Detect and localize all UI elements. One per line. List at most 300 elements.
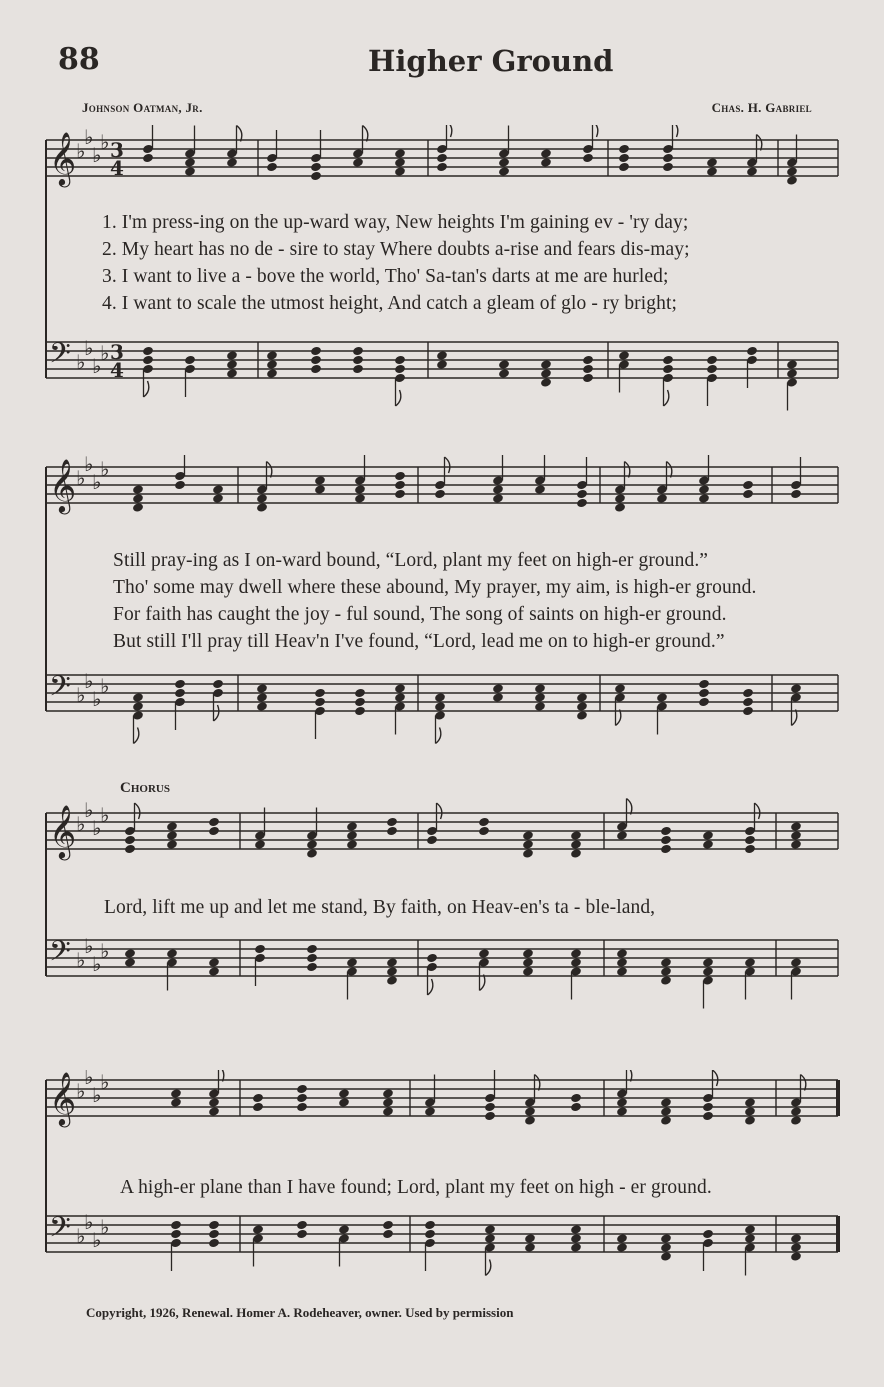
note-head-icon: [790, 489, 802, 500]
note-head-icon: [252, 1224, 264, 1235]
note-head-icon: [582, 153, 594, 164]
note-head-icon: [790, 830, 802, 841]
flat-sign-icon: ♭: [84, 669, 94, 693]
note-head-icon: [394, 692, 406, 703]
note-head-icon: [478, 826, 490, 837]
note-head-icon: [382, 1106, 394, 1117]
note-head-icon: [616, 1242, 628, 1253]
note-head-icon: [746, 346, 758, 357]
note-head-icon: [576, 692, 588, 703]
note-head-icon: [394, 489, 406, 500]
note-head-icon: [166, 821, 178, 832]
note-flag: [593, 125, 598, 137]
note-head-icon: [570, 948, 582, 959]
note-head-icon: [524, 1233, 536, 1244]
flat-sign-icon: ♭: [84, 1070, 94, 1089]
note-head-icon: [346, 839, 358, 850]
note-head-icon: [742, 688, 754, 699]
note-head-icon: [660, 1097, 672, 1108]
note-head-icon: [698, 688, 710, 699]
note-head-icon: [208, 966, 220, 977]
verse-1-line-2: Still pray-ing as I on-ward bound, “Lord, plant my feet on high-er ground.”: [113, 550, 709, 571]
note-head-icon: [306, 944, 318, 955]
note-head-icon: [478, 948, 490, 959]
staff: [46, 798, 838, 860]
note-head-icon: [142, 346, 154, 357]
note-head-icon: [570, 1242, 582, 1253]
composer-credit: Chas. H. Gabriel: [711, 100, 812, 115]
note-head-icon: [614, 502, 626, 513]
note-flag: [363, 126, 368, 142]
note-head-icon: [616, 966, 628, 977]
note-head-icon: [660, 975, 672, 986]
note-flag: [437, 803, 442, 819]
note-head-icon: [790, 1242, 802, 1253]
flat-sign-icon: ♭: [76, 948, 86, 972]
note-head-icon: [434, 489, 446, 500]
note-head-icon: [534, 683, 546, 694]
note-head-icon: [744, 835, 756, 846]
note-head-icon: [582, 355, 594, 366]
note-head-icon: [616, 1106, 628, 1117]
note-head-icon: [436, 153, 448, 164]
note-head-icon: [618, 162, 630, 173]
note-head-icon: [212, 679, 224, 690]
note-head-icon: [436, 350, 448, 361]
note-head-icon: [306, 839, 318, 850]
note-flag: [436, 728, 441, 744]
note-flag: [267, 462, 272, 478]
flat-sign-icon: ♭: [100, 341, 110, 365]
note-head-icon: [492, 484, 504, 495]
note-head-icon: [226, 368, 238, 379]
note-head-icon: [662, 355, 674, 366]
note-flag: [627, 799, 632, 815]
note-head-icon: [354, 493, 366, 504]
note-head-icon: [570, 1093, 582, 1104]
note-head-icon: [742, 697, 754, 708]
note-flag: [673, 125, 678, 137]
note-head-icon: [424, 1229, 436, 1240]
note-head-icon: [524, 1242, 536, 1253]
note-head-icon: [698, 679, 710, 690]
note-head-icon: [310, 355, 322, 366]
note-head-icon: [184, 166, 196, 177]
note-flag: [480, 975, 485, 991]
note-head-icon: [382, 1097, 394, 1108]
note-head-icon: [656, 692, 668, 703]
note-head-icon: [394, 355, 406, 366]
note-head-icon: [226, 350, 238, 361]
note-head-icon: [386, 957, 398, 968]
note-head-icon: [746, 166, 758, 177]
note-head-icon: [660, 844, 672, 855]
note-head-icon: [540, 359, 552, 370]
note-head-icon: [208, 957, 220, 968]
staff: [46, 1210, 838, 1252]
note-head-icon: [484, 1224, 496, 1235]
copyright-notice: Copyright, 1926, Renewal. Homer A. Rodeheaver, owner. Used by permission: [86, 1305, 514, 1320]
time-signature-top: 3: [110, 340, 124, 364]
note-head-icon: [540, 148, 552, 159]
note-head-icon: [540, 368, 552, 379]
flat-sign-icon: ♭: [92, 143, 102, 167]
note-head-icon: [436, 359, 448, 370]
note-head-icon: [354, 697, 366, 708]
note-head-icon: [616, 830, 628, 841]
note-head-icon: [434, 701, 446, 712]
note-head-icon: [786, 166, 798, 177]
note-flag: [713, 1070, 718, 1086]
note-head-icon: [184, 157, 196, 168]
note-head-icon: [252, 1093, 264, 1104]
note-head-icon: [660, 1106, 672, 1117]
note-head-icon: [570, 848, 582, 859]
note-head-icon: [354, 706, 366, 717]
note-head-icon: [660, 1251, 672, 1262]
flat-sign-icon: ♭: [76, 466, 86, 490]
note-head-icon: [744, 957, 756, 968]
treble-clef-icon: 𝄞: [49, 458, 77, 512]
note-head-icon: [346, 957, 358, 968]
note-head-icon: [170, 1220, 182, 1231]
note-head-icon: [314, 688, 326, 699]
verse-4-line-2: But still I'll pray till Heav'n I've found, “Lord, lead me on to high-er ground.”: [113, 631, 725, 652]
note-head-icon: [426, 835, 438, 846]
note-head-icon: [570, 1233, 582, 1244]
flat-sign-icon: ♭: [100, 457, 110, 481]
note-head-icon: [314, 484, 326, 495]
note-head-icon: [790, 1106, 802, 1117]
note-head-icon: [174, 679, 186, 690]
flat-sign-icon: ♭: [100, 674, 110, 698]
note-head-icon: [540, 157, 552, 168]
note-flag: [616, 710, 621, 726]
note-head-icon: [790, 839, 802, 850]
note-head-icon: [124, 948, 136, 959]
note-head-icon: [660, 966, 672, 977]
note-head-icon: [166, 830, 178, 841]
note-head-icon: [576, 489, 588, 500]
note-head-icon: [394, 166, 406, 177]
note-head-icon: [662, 364, 674, 375]
note-head-icon: [170, 1229, 182, 1240]
note-head-icon: [614, 683, 626, 694]
note-head-icon: [124, 957, 136, 968]
note-head-icon: [382, 1229, 394, 1240]
note-flag: [667, 462, 672, 478]
note-head-icon: [618, 153, 630, 164]
note-head-icon: [742, 489, 754, 500]
flat-sign-icon: ♭: [76, 1224, 86, 1248]
note-head-icon: [314, 697, 326, 708]
note-head-icon: [744, 844, 756, 855]
note-head-icon: [570, 839, 582, 850]
flat-sign-icon: ♭: [92, 952, 102, 976]
note-head-icon: [576, 701, 588, 712]
bass-clef-icon: 𝄢: [49, 670, 71, 710]
note-head-icon: [614, 493, 626, 504]
note-head-icon: [296, 1220, 308, 1231]
flat-sign-icon: ♭: [84, 1210, 94, 1234]
note-head-icon: [616, 1097, 628, 1108]
note-head-icon: [208, 1229, 220, 1240]
note-head-icon: [786, 368, 798, 379]
bass-clef-icon: 𝄢: [49, 935, 71, 975]
note-head-icon: [142, 153, 154, 164]
note-head-icon: [744, 1233, 756, 1244]
note-head-icon: [662, 153, 674, 164]
note-head-icon: [266, 368, 278, 379]
note-head-icon: [256, 701, 268, 712]
note-head-icon: [498, 157, 510, 168]
note-head-icon: [570, 957, 582, 968]
note-head-icon: [660, 826, 672, 837]
note-flag: [757, 135, 762, 151]
flat-sign-icon: ♭: [84, 125, 94, 149]
flat-sign-icon: ♭: [92, 816, 102, 840]
note-flag: [237, 126, 242, 142]
note-head-icon: [256, 683, 268, 694]
note-head-icon: [184, 355, 196, 366]
note-head-icon: [346, 830, 358, 841]
note-head-icon: [132, 493, 144, 504]
note-head-icon: [616, 957, 628, 968]
note-head-icon: [310, 346, 322, 357]
flat-sign-icon: ♭: [100, 803, 110, 827]
note-head-icon: [662, 162, 674, 173]
note-head-icon: [354, 484, 366, 495]
note-head-icon: [582, 373, 594, 384]
note-flag: [396, 390, 401, 406]
note-head-icon: [790, 957, 802, 968]
music-system-2: [0, 455, 884, 745]
note-head-icon: [132, 502, 144, 513]
note-head-icon: [208, 826, 220, 837]
flat-sign-icon: ♭: [92, 687, 102, 711]
note-head-icon: [570, 830, 582, 841]
bass-clef-icon: 𝄢: [49, 1211, 71, 1251]
note-flag: [792, 710, 797, 726]
flat-sign-icon: ♭: [76, 683, 86, 707]
note-head-icon: [616, 948, 628, 959]
note-head-icon: [702, 1102, 714, 1113]
note-head-icon: [744, 1097, 756, 1108]
verse-3-line-1: 3. I want to live a - bove the world, Tho' Sa-tan's darts at me are hurled;: [102, 266, 669, 287]
flat-sign-icon: ♭: [76, 812, 86, 836]
note-head-icon: [354, 688, 366, 699]
note-head-icon: [394, 148, 406, 159]
note-head-icon: [744, 1115, 756, 1126]
note-head-icon: [252, 1102, 264, 1113]
note-head-icon: [786, 175, 798, 186]
hymn-number: 88: [58, 42, 100, 77]
note-head-icon: [266, 350, 278, 361]
note-head-icon: [436, 162, 448, 173]
note-head-icon: [524, 1115, 536, 1126]
note-head-icon: [706, 157, 718, 168]
note-head-icon: [522, 948, 534, 959]
note-head-icon: [338, 1224, 350, 1235]
note-head-icon: [170, 1088, 182, 1099]
note-head-icon: [702, 966, 714, 977]
note-head-icon: [706, 355, 718, 366]
note-flag: [755, 803, 760, 819]
note-head-icon: [484, 1102, 496, 1113]
note-head-icon: [492, 683, 504, 694]
note-flag: [801, 1075, 806, 1091]
note-head-icon: [534, 692, 546, 703]
note-head-icon: [256, 502, 268, 513]
note-head-icon: [698, 493, 710, 504]
flat-sign-icon: ♭: [92, 1228, 102, 1252]
note-head-icon: [742, 480, 754, 491]
note-head-icon: [434, 692, 446, 703]
bass-clef-icon: 𝄢: [49, 337, 71, 377]
note-head-icon: [296, 1093, 308, 1104]
note-head-icon: [790, 683, 802, 694]
verse-3-line-2: For faith has caught the joy - ful sound, The song of saints on high-er ground.: [113, 604, 727, 625]
note-head-icon: [394, 364, 406, 375]
note-flag: [486, 1260, 491, 1276]
flat-sign-icon: ♭: [100, 1070, 110, 1094]
note-head-icon: [576, 498, 588, 509]
note-head-icon: [618, 144, 630, 155]
time-signature-bottom: 4: [110, 358, 124, 382]
note-head-icon: [338, 1097, 350, 1108]
note-head-icon: [166, 839, 178, 850]
note-head-icon: [226, 359, 238, 370]
note-head-icon: [484, 1111, 496, 1122]
flat-sign-icon: ♭: [76, 1079, 86, 1103]
note-head-icon: [132, 484, 144, 495]
note-head-icon: [540, 377, 552, 388]
treble-clef-icon: 𝄞: [49, 1071, 77, 1125]
note-head-icon: [256, 493, 268, 504]
note-head-icon: [744, 1106, 756, 1117]
note-head-icon: [706, 166, 718, 177]
note-head-icon: [386, 975, 398, 986]
note-head-icon: [394, 480, 406, 491]
note-head-icon: [484, 1233, 496, 1244]
note-head-icon: [698, 697, 710, 708]
note-head-icon: [208, 1106, 220, 1117]
note-head-icon: [498, 368, 510, 379]
flat-sign-icon: ♭: [76, 139, 86, 163]
note-head-icon: [394, 471, 406, 482]
note-flag: [214, 705, 219, 721]
note-head-icon: [492, 692, 504, 703]
note-head-icon: [522, 830, 534, 841]
verse-2-line-2: Tho' some may dwell where these abound, My prayer, my aim, is high-er ground.: [113, 577, 757, 598]
note-flag: [664, 390, 669, 406]
note-head-icon: [132, 701, 144, 712]
hymn-title: Higher Ground: [368, 44, 614, 78]
note-head-icon: [142, 355, 154, 366]
note-head-icon: [208, 817, 220, 828]
note-head-icon: [498, 359, 510, 370]
note-head-icon: [382, 1088, 394, 1099]
note-head-icon: [306, 962, 318, 973]
note-head-icon: [310, 171, 322, 182]
note-head-icon: [174, 688, 186, 699]
note-head-icon: [702, 1111, 714, 1122]
note-head-icon: [618, 350, 630, 361]
note-head-icon: [386, 966, 398, 977]
note-head-icon: [702, 957, 714, 968]
note-head-icon: [616, 1233, 628, 1244]
note-head-icon: [382, 1220, 394, 1231]
note-head-icon: [166, 948, 178, 959]
time-signature-top: 3: [110, 138, 124, 162]
note-head-icon: [170, 1097, 182, 1108]
note-head-icon: [790, 1251, 802, 1262]
note-head-icon: [790, 1115, 802, 1126]
note-flag: [428, 979, 433, 995]
note-head-icon: [352, 157, 364, 168]
staff: [46, 1070, 838, 1127]
flat-sign-icon: ♭: [100, 1215, 110, 1239]
note-head-icon: [424, 1106, 436, 1117]
note-head-icon: [660, 1233, 672, 1244]
note-head-icon: [208, 1097, 220, 1108]
note-head-icon: [306, 848, 318, 859]
note-head-icon: [338, 1088, 350, 1099]
note-head-icon: [660, 957, 672, 968]
note-head-icon: [744, 1224, 756, 1235]
note-head-icon: [386, 826, 398, 837]
note-head-icon: [386, 817, 398, 828]
note-head-icon: [394, 157, 406, 168]
note-flag: [445, 457, 450, 473]
staff: [46, 934, 838, 976]
flat-sign-icon: ♭: [76, 350, 86, 374]
note-head-icon: [132, 692, 144, 703]
note-head-icon: [524, 1106, 536, 1117]
note-head-icon: [534, 701, 546, 712]
note-head-icon: [226, 157, 238, 168]
note-head-icon: [424, 1220, 436, 1231]
note-head-icon: [254, 944, 266, 955]
note-head-icon: [702, 830, 714, 841]
flat-sign-icon: ♭: [92, 354, 102, 378]
note-head-icon: [394, 683, 406, 694]
flat-sign-icon: ♭: [100, 130, 110, 154]
note-flag: [134, 728, 139, 744]
note-head-icon: [310, 364, 322, 375]
author-credit: Johnson Oatman, Jr.: [82, 100, 203, 115]
note-head-icon: [124, 844, 136, 855]
note-head-icon: [212, 484, 224, 495]
note-head-icon: [296, 1102, 308, 1113]
note-head-icon: [522, 957, 534, 968]
note-flag: [625, 462, 630, 478]
flat-sign-icon: ♭: [84, 336, 94, 360]
verse-2-line-1: 2. My heart has no de - sire to stay Where doubts a-rise and fears dis-may;: [102, 239, 690, 260]
note-head-icon: [266, 162, 278, 173]
note-head-icon: [352, 355, 364, 366]
flat-sign-icon: ♭: [92, 1083, 102, 1107]
note-head-icon: [352, 364, 364, 375]
note-head-icon: [266, 359, 278, 370]
note-head-icon: [254, 839, 266, 850]
time-signature-bottom: 4: [110, 156, 124, 180]
note-head-icon: [698, 484, 710, 495]
note-head-icon: [786, 359, 798, 370]
note-head-icon: [296, 1229, 308, 1240]
note-head-icon: [522, 848, 534, 859]
note-head-icon: [534, 484, 546, 495]
